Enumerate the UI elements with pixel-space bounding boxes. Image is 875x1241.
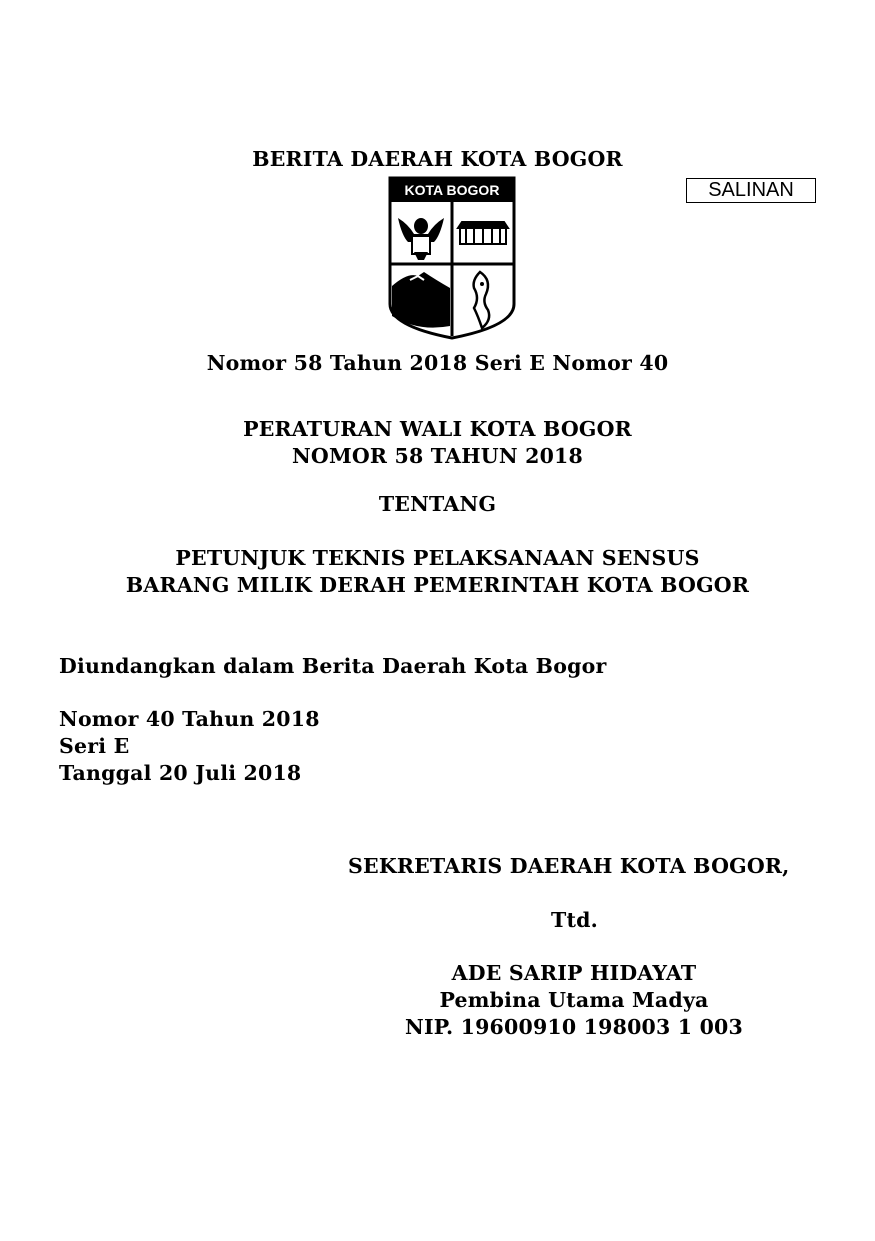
salinan-stamp: SALINAN xyxy=(686,178,816,203)
regulation-number: NOMOR 58 TAHUN 2018 xyxy=(291,444,583,468)
emblem-label: KOTA BOGOR xyxy=(404,182,500,198)
signatory-rank: Pembina Utama Madya xyxy=(439,988,709,1012)
document-header-title: BERITA DAERAH KOTA BOGOR xyxy=(252,147,623,171)
promulgation-number: Nomor 40 Tahun 2018 xyxy=(59,707,320,731)
promulgation-series: Seri E xyxy=(59,734,130,758)
signatory-name: ADE SARIP HIDAYAT xyxy=(451,961,697,985)
regulation-subject-line1: PETUNJUK TEKNIS PELAKSANAAN SENSUS xyxy=(175,546,700,570)
signature-ttd: Ttd. xyxy=(551,908,598,932)
promulgation-statement: Diundangkan dalam Berita Daerah Kota Bogor xyxy=(59,654,607,678)
regulation-about: TENTANG xyxy=(378,492,497,516)
signatory-nip: NIP. 19600910 198003 1 003 xyxy=(405,1015,743,1039)
regulation-title: PERATURAN WALI KOTA BOGOR xyxy=(243,417,632,441)
regulation-subject-line2: BARANG MILIK DERAH PEMERINTAH KOTA BOGOR xyxy=(125,573,750,597)
kota-bogor-coat-of-arms-icon xyxy=(388,176,516,340)
publication-number: Nomor 58 Tahun 2018 Seri E Nomor 40 xyxy=(206,351,669,375)
signatory-office: SEKRETARIS DAERAH KOTA BOGOR, xyxy=(348,854,790,878)
promulgation-date: Tanggal 20 Juli 2018 xyxy=(59,761,302,785)
